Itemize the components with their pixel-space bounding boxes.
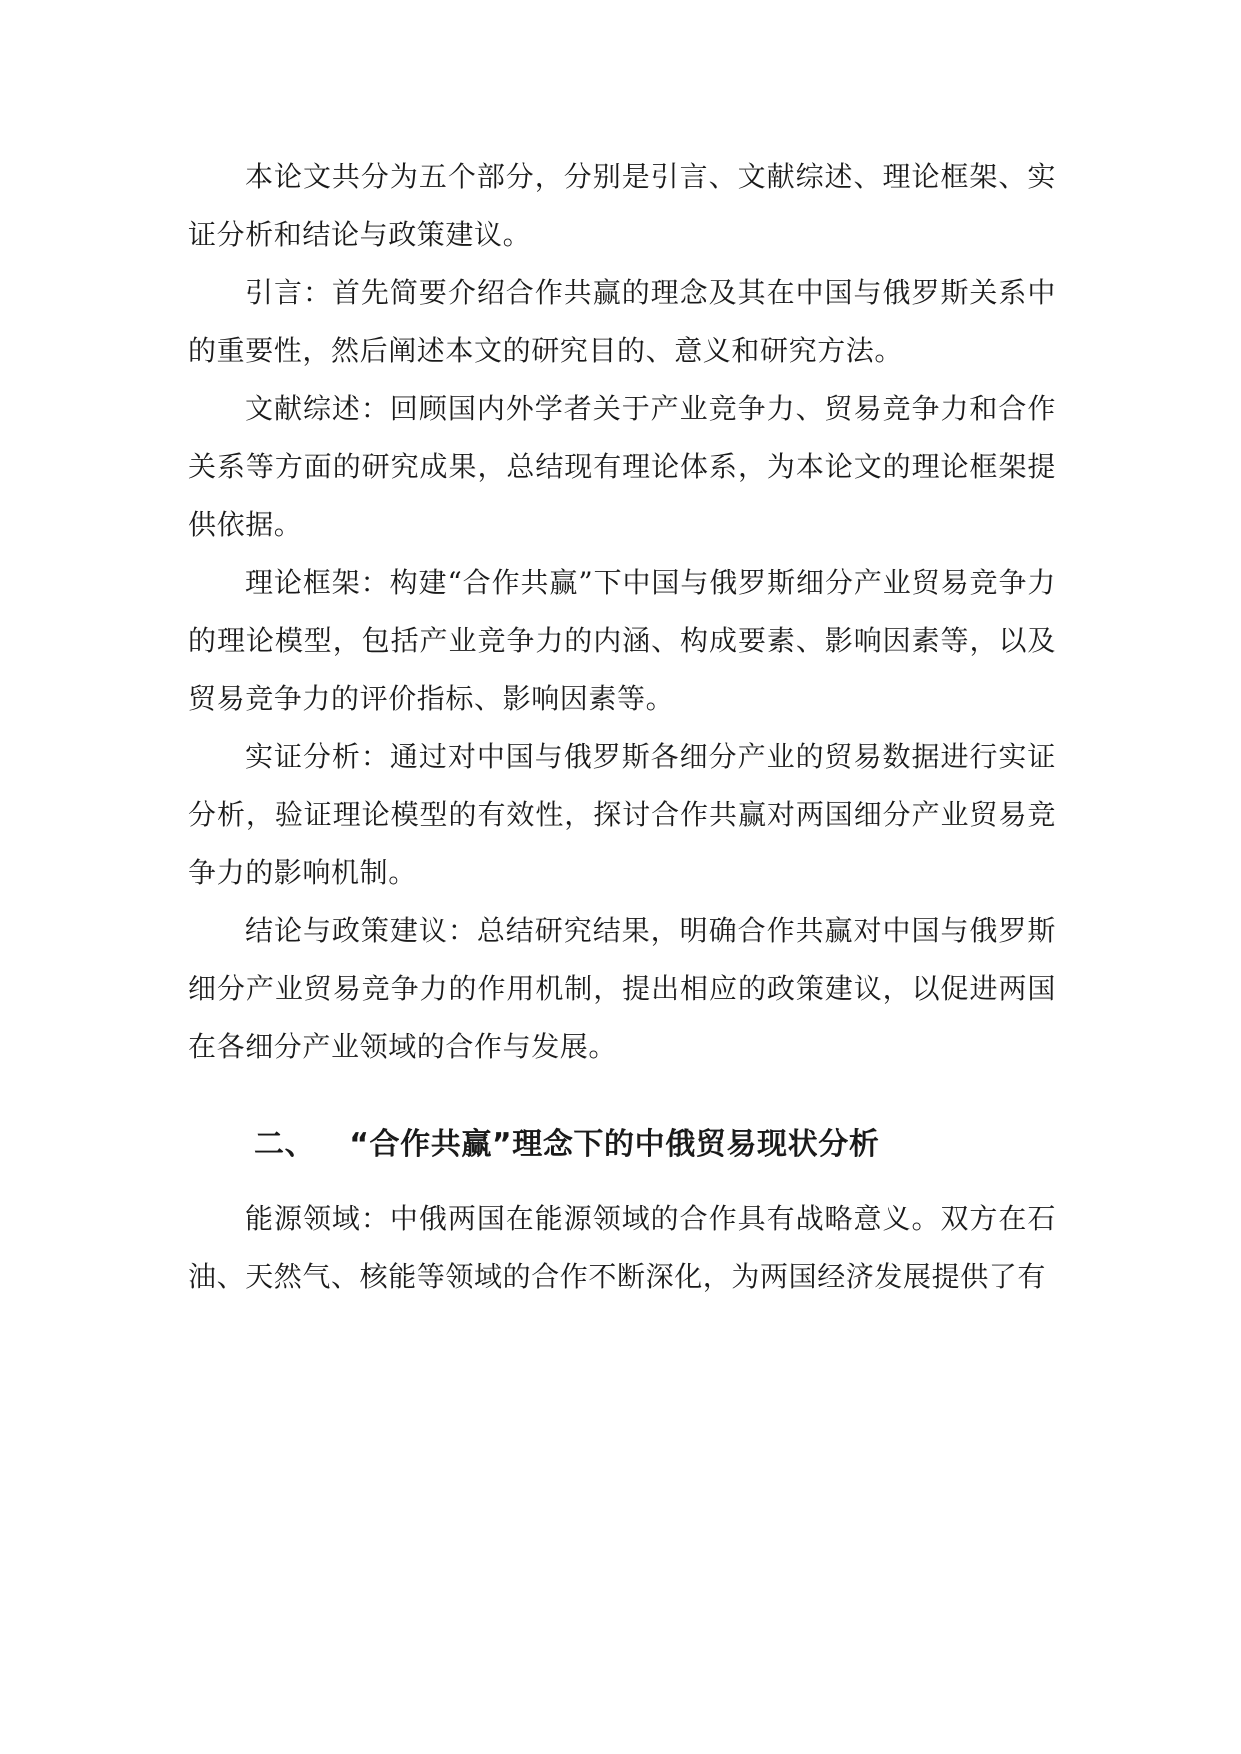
- section-title: “合作共赢”理念下的中俄贸易现状分析: [349, 1127, 880, 1162]
- paragraph-conclusion: 结论与政策建议：总结研究结果，明确合作共赢对中国与俄罗斯细分产业贸易竞争力的作用机制，提出相应的政策建议，以促进两国在各细分产业领域的合作与发展。: [188, 914, 1056, 1063]
- section-heading: [188, 1116, 1056, 1174]
- page-content: [188, 148, 1056, 1306]
- paragraph-empirical-analysis: 实证分析：通过对中国与俄罗斯各细分产业的贸易数据进行实证分析，验证理论模型的有效性，探讨合作共赢对两国细分产业贸易竞争力的影响机制。: [188, 740, 1056, 889]
- paragraph-introduction: 引言：首先简要介绍合作共赢的理念及其在中国与俄罗斯关系中的重要性，然后阐述本文的研究目的、意义和研究方法。: [188, 276, 1056, 367]
- paragraph-literature-review: 文献综述：回顾国内外学者关于产业竞争力、贸易竞争力和合作关系等方面的研究成果，总结现有理论体系，为本论文的理论框架提供依据。: [188, 392, 1056, 541]
- paragraph-structure-overview: 本论文共分为五个部分，分别是引言、文献综述、理论框架、实证分析和结论与政策建议。: [188, 160, 1056, 251]
- paragraph-energy-sector: 能源领域：中俄两国在能源领域的合作具有战略意义。双方在石油、天然气、核能等领域的合作不断深化，为两国经济发展提供了有: [188, 1202, 1056, 1293]
- section-number: 二、: [254, 1127, 316, 1162]
- paragraph-theoretical-framework: 理论框架：构建“合作共赢”下中国与俄罗斯细分产业贸易竞争力的理论模型，包括产业竞争力的内涵、构成要素、影响因素等，以及贸易竞争力的评价指标、影响因素等。: [188, 566, 1056, 715]
